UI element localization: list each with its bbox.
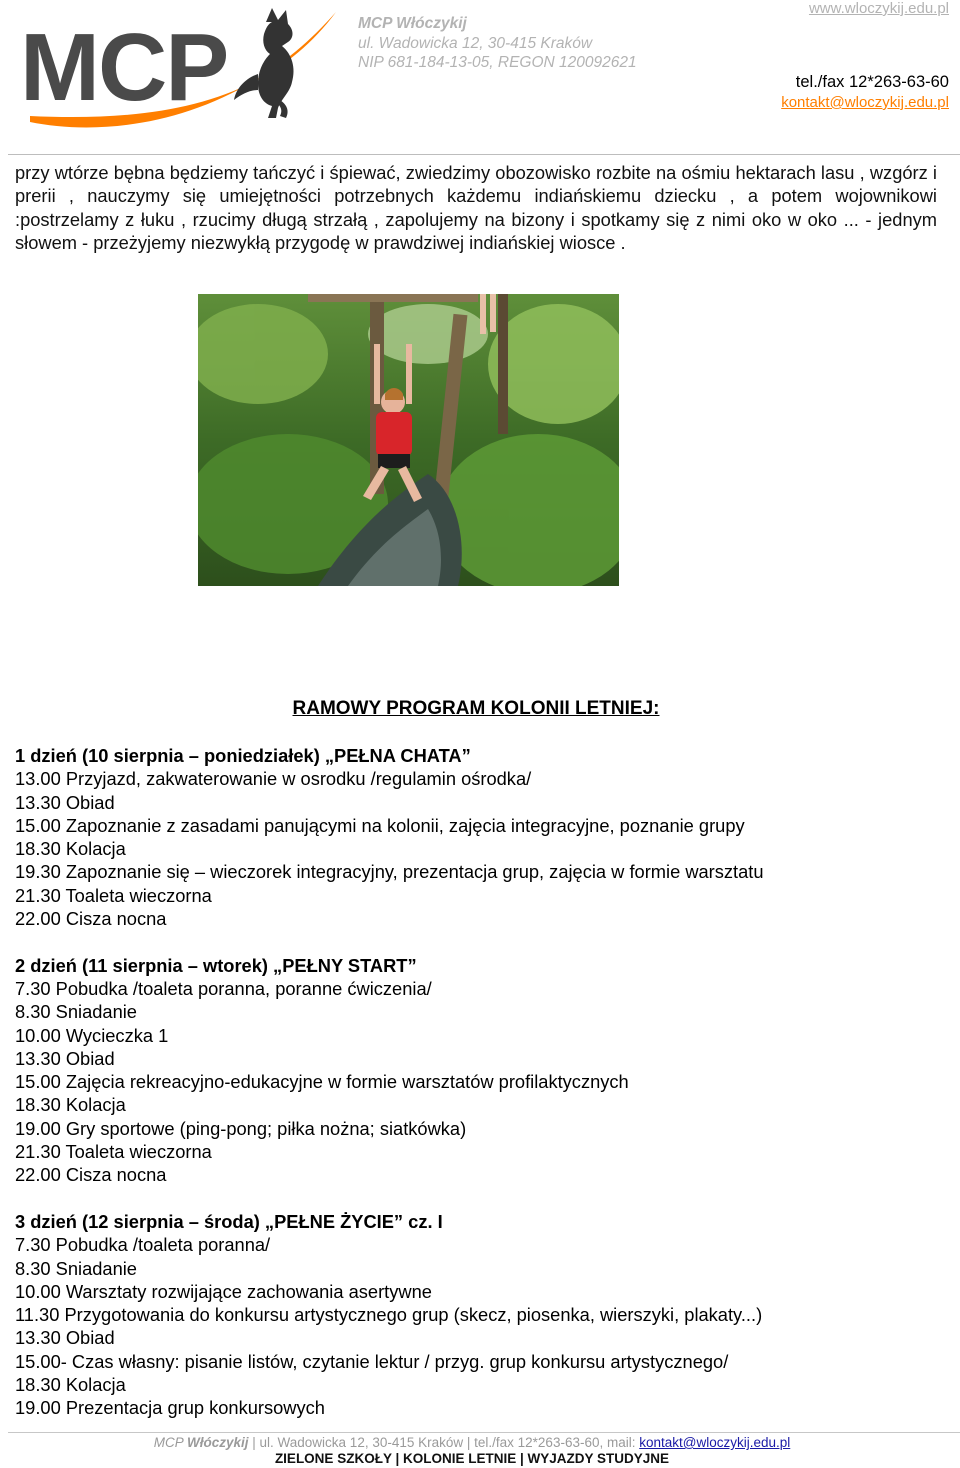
schedule-item: 18.30 Kolacja (15, 1374, 126, 1396)
company-registry: NIP 681-184-13-05, REGON 120092621 (358, 54, 637, 71)
logo-text: MCP (20, 14, 228, 121)
footer-divider (8, 1432, 960, 1433)
company-logo (18, 4, 348, 132)
schedule-item: 10.00 Wycieczka 1 (15, 1024, 169, 1046)
day-1 (15, 744, 945, 930)
schedule-item: 19.00 Gry sportowe (ping-pong; piłka nożna; siatkówka) (15, 1117, 467, 1139)
footer-company-prefix: MCP (153, 1435, 184, 1450)
schedule-item: 22.00 Cisza nocna (15, 908, 167, 930)
schedule-item: 13.30 Obiad (15, 1327, 115, 1349)
schedule-item: 19.30 Zapoznanie się – wieczorek integracyjny, prezentacja grup, zajęcia w formie warsztatu (15, 861, 764, 883)
program-schedule (15, 744, 945, 1420)
website-link[interactable]: www.wloczykij.edu.pl (808, 0, 949, 17)
day-2 (15, 954, 945, 1187)
schedule-item: 22.00 Cisza nocna (15, 1164, 167, 1186)
footer-company (154, 1435, 249, 1450)
schedule-item: 19.00 Prezentacja grup konkursowych (15, 1397, 325, 1419)
day-2-title: 2 dzień (11 sierpnia – wtorek) „PEŁNY START” (15, 954, 417, 976)
schedule-item: 7.30 Pobudka /toaleta poranna, poranne ćwiczenia/ (15, 977, 432, 999)
footer-email-link[interactable]: kontakt@wloczykij.edu.pl (639, 1435, 791, 1450)
intro-paragraph: przy wtórze bębna będziemy tańczyć i śpiewać, zwiedzimy obozowisko rozbite na ośmiu hektarach lasu , wzgórz i prerii , nauczymy się umiejętności potrzebnych każdemu indiańskiemu dziecku , a potem wojownikowi :postrzelamy z łuku , rzucimy długą strzałą , zapolujemy na bizony i spotkamy się z nimi oko w oko ... - jednym słowem - przeżyjemy niezwykłą przygodę w prawdziwej indiańskiej wiosce . (15, 162, 937, 254)
company-address: ul. Wadowicka 12, 30-415 Kraków (358, 34, 593, 52)
schedule-item: 7.30 Pobudka /toaleta poranna/ (15, 1234, 271, 1256)
schedule-item: 13.30 Obiad (15, 1047, 115, 1069)
schedule-item: 15.00 Zapoznanie z zasadami panującymi na kolonii, zajęcia integracyjne, poznanie grupy (15, 814, 745, 836)
day-3 (15, 1210, 945, 1420)
footer-contact (0, 1435, 944, 1450)
footer-company-suffix: Włóczykij (187, 1435, 249, 1450)
program-title: RAMOWY PROGRAM KOLONII LETNIEJ: (292, 698, 660, 719)
schedule-item: 8.30 Sniadanie (15, 1257, 137, 1279)
company-name: MCP Włóczykij (358, 15, 467, 32)
camp-photo (198, 294, 619, 586)
day-1-title: 1 dzień (10 sierpnia – poniedziałek) „PEŁNA CHATA” (15, 745, 471, 766)
header-divider (8, 154, 960, 155)
company-info (358, 14, 637, 73)
schedule-item: 15.00- Czas własny: pisanie listów, czytanie lektur / przyg. grup konkursu artystycznego/ (15, 1350, 729, 1372)
schedule-item: 21.30 Toaleta wieczorna (15, 884, 212, 906)
schedule-item: 11.30 Przygotowania do konkursu artystycznego grup (skecz, piosenka, wierszyki, plakaty...) (15, 1304, 763, 1326)
schedule-item: 10.00 Warsztaty rozwijające zachowania asertywne (15, 1280, 432, 1302)
phone-number: tel./fax 12*263-63-60 (795, 73, 949, 91)
schedule-item: 21.30 Toaleta wieczorna (15, 1141, 212, 1163)
day-3-title: 3 dzień (12 sierpnia – środa) „PEŁNE ŻYCIE” cz. I (15, 1210, 443, 1232)
footer-tagline: ZIELONE SZKOŁY | KOLONIE LETNIE | WYJAZDY STUDYJNE (274, 1451, 670, 1466)
schedule-item: 18.30 Kolacja (15, 838, 126, 860)
schedule-item: 15.00 Zajęcia rekreacyjno-edukacyjne w formie warsztatów profilaktycznych (15, 1071, 629, 1093)
schedule-item: 13.00 Przyjazd, zakwaterowanie w osrodku /regulamin ośrodka/ (15, 768, 532, 790)
schedule-item: 8.30 Sniadanie (15, 1001, 137, 1023)
schedule-item: 13.30 Obiad (15, 791, 115, 813)
email-link[interactable]: kontakt@wloczykij.edu.pl (781, 94, 949, 111)
schedule-item: 18.30 Kolacja (15, 1094, 126, 1116)
footer-address: | ul. Wadowicka 12, 30-415 Kraków | tel./fax 12*263-63-60, mail: (248, 1435, 640, 1450)
